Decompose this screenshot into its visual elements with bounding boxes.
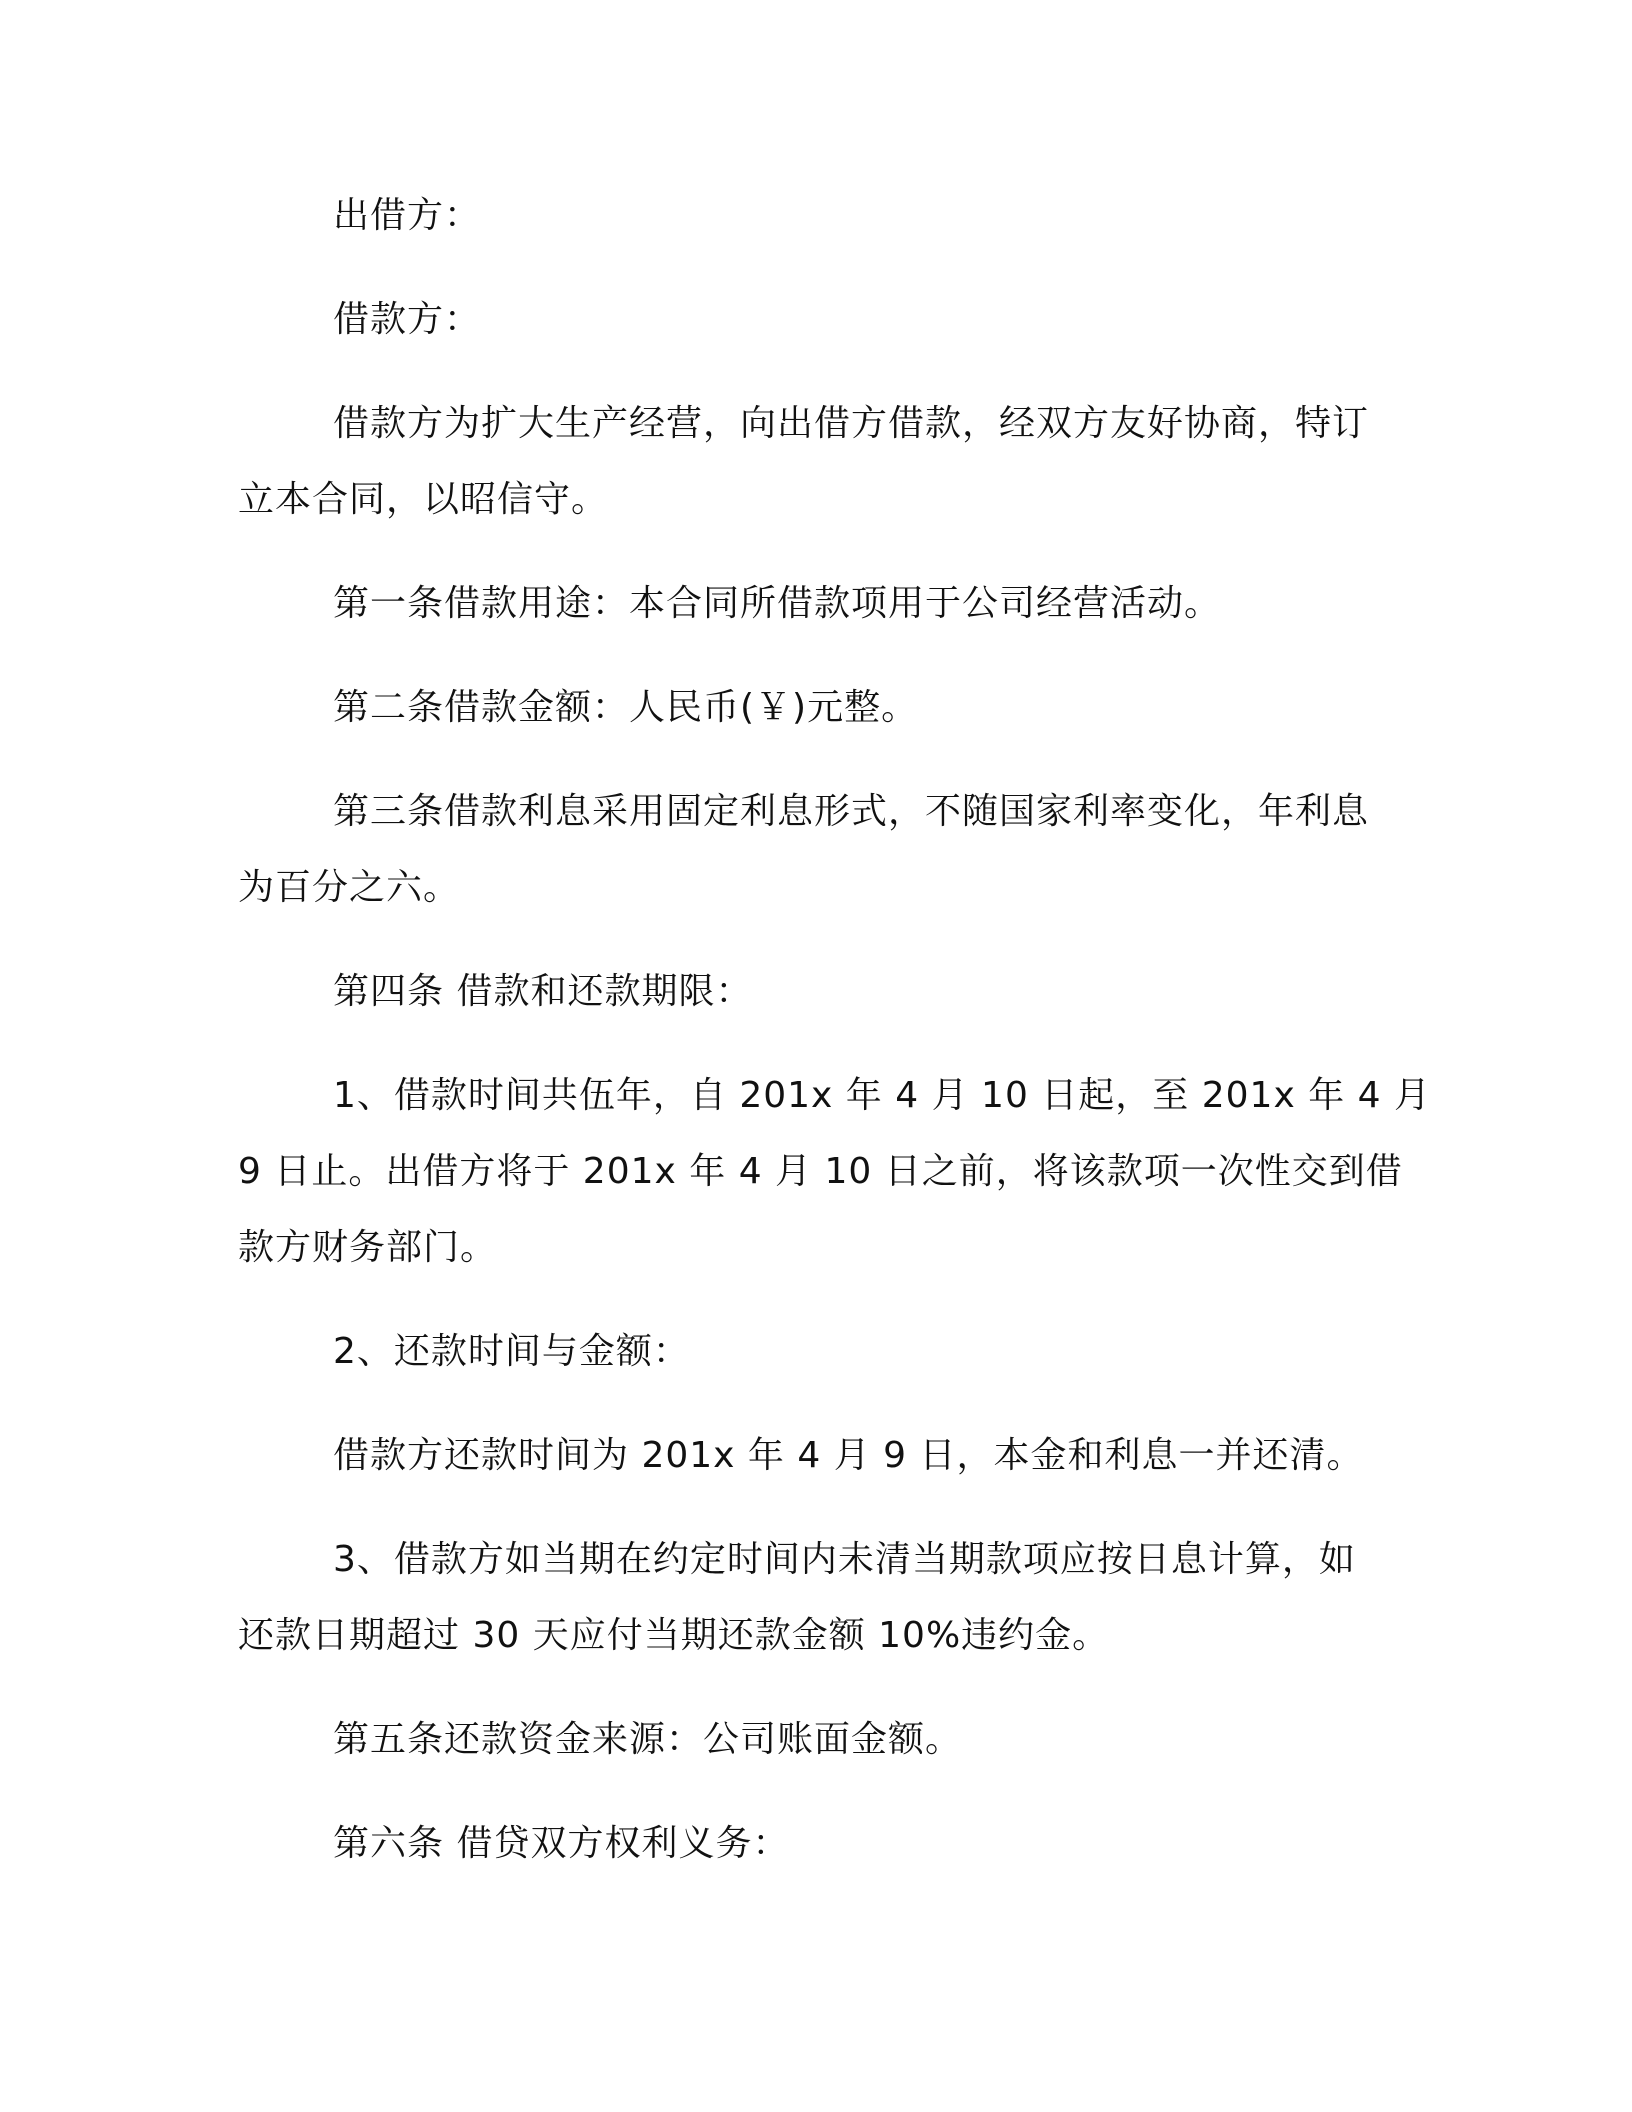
article-4-item-1-line-1: 1、借款时间共伍年，自 201x 年 4 月 10 日起，至 201x 年 4 月 [333,1075,1431,1116]
article-1: 第一条借款用途：本合同所借款项用于公司经营活动。 [333,583,1222,624]
article-2: 第二条借款金额：人民币(￥)元整。 [333,687,919,728]
article-4-item-1-line-2: 9 日止。出借方将于 201x 年 4 月 10 日之前，将该款项一次性交到借 [238,1151,1403,1192]
article-3-line-1: 第三条借款利息采用固定利息形式，不随国家利率变化，年利息 [333,791,1370,832]
article-4-heading: 第四条 借款和还款期限： [333,971,753,1012]
article-4-item-3-line-2: 还款日期超过 30 天应付当期还款金额 10%违约金。 [238,1615,1110,1656]
article-5: 第五条还款资金来源：公司账面金额。 [333,1719,963,1760]
article-6-heading: 第六条 借贷双方权利义务： [333,1823,790,1864]
repayment-time-line: 借款方还款时间为 201x 年 4 月 9 日，本金和利息一并还清。 [333,1435,1364,1476]
preamble-line-1: 借款方为扩大生产经营，向出借方借款，经双方友好协商，特订 [333,403,1370,444]
lender-line: 出借方： [333,195,482,236]
borrower-line: 借款方： [333,299,482,340]
article-3-line-2: 为百分之六。 [238,867,461,908]
article-4-item-1-line-3: 款方财务部门。 [238,1227,498,1268]
article-4-item-3-line-1: 3、借款方如当期在约定时间内未清当期款项应按日息计算，如 [333,1539,1356,1580]
preamble-line-2: 立本合同，以昭信守。 [238,479,609,520]
article-4-item-2: 2、还款时间与金额： [333,1331,690,1372]
